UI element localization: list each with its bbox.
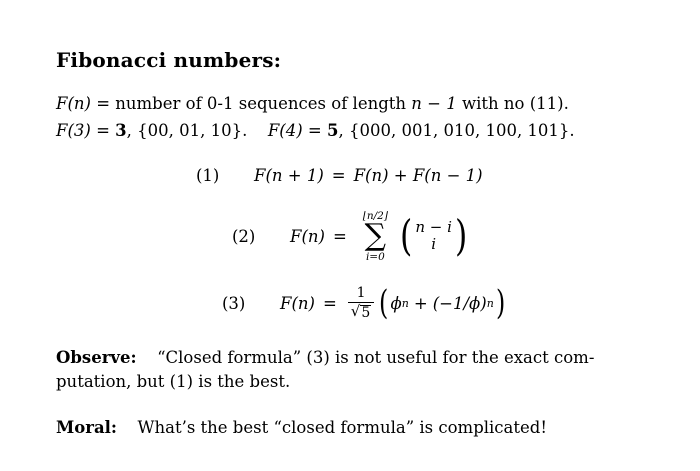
sigma-icon: ∑ bbox=[364, 218, 387, 253]
equation-3-tag: (3) bbox=[222, 293, 246, 313]
example-f3-label: F(3) = bbox=[56, 120, 110, 140]
fraction-denominator bbox=[348, 303, 374, 321]
equation-2 bbox=[232, 211, 652, 263]
equation-1-tag: (1) bbox=[196, 165, 220, 185]
observe-text-line-1: “Closed formula” (3) is not useful for the exact com- bbox=[157, 348, 595, 368]
equation-3 bbox=[222, 282, 652, 323]
plus-operator: + bbox=[413, 293, 428, 313]
equation-3-lhs: F(n) bbox=[280, 293, 315, 313]
equation-2-relation: = bbox=[332, 226, 347, 246]
moral-paragraph bbox=[56, 416, 652, 440]
right-paren-icon: ) bbox=[454, 211, 468, 261]
phi-term: ϕ bbox=[390, 293, 402, 313]
binomial-top: n − i bbox=[415, 218, 452, 236]
equation-1-relation: = bbox=[331, 165, 346, 185]
big-right-paren-icon: ) bbox=[495, 282, 506, 323]
neg-inverse-phi-term: (−1/ϕ) bbox=[432, 293, 487, 313]
binomial-stack bbox=[414, 219, 453, 254]
definition-mid: = number of 0-1 sequences of length bbox=[90, 94, 412, 113]
summation-lower-limit: i=0 bbox=[365, 250, 385, 263]
equation-2-lhs: F(n) bbox=[290, 226, 325, 246]
observe-paragraph bbox=[56, 346, 652, 394]
moral-text: What’s the best “closed formula” is complicated! bbox=[137, 418, 547, 438]
example-f3-value: 3 bbox=[115, 120, 127, 140]
neg-inverse-phi-exponent: n bbox=[486, 296, 494, 310]
summation-upper-limit: ⌊n/2⌋ bbox=[362, 209, 388, 222]
equation-3-body bbox=[280, 282, 507, 323]
left-paren-icon: ( bbox=[400, 211, 413, 261]
example-f4-set: {000, 001, 010, 100, 101}. bbox=[349, 120, 575, 140]
summation-symbol bbox=[363, 211, 388, 263]
phi-term-exponent: n bbox=[401, 296, 409, 310]
observe-lead: Observe: bbox=[56, 348, 137, 368]
equation-1-rhs: F(n) + F(n − 1) bbox=[353, 165, 483, 185]
examples-line bbox=[56, 119, 652, 144]
example-f4-label: F(4) = bbox=[267, 120, 322, 140]
example-f4-sep: , bbox=[338, 120, 344, 140]
binomial-coefficient bbox=[398, 211, 469, 261]
definition-line bbox=[56, 92, 652, 117]
example-f4-value: 5 bbox=[327, 120, 339, 140]
fraction-numerator: 1 bbox=[356, 285, 366, 301]
equation-1-body bbox=[254, 166, 483, 185]
definition-var: n − 1 bbox=[411, 94, 457, 113]
observe-text-line-2: putation, but (1) is the best. bbox=[56, 372, 291, 392]
definition-arg: (n) bbox=[67, 94, 91, 113]
equation-1-lhs: F(n + 1) bbox=[254, 165, 324, 185]
definition-F: F bbox=[56, 94, 68, 113]
equation-3-relation: = bbox=[322, 293, 337, 313]
example-f3-set: {00, 01, 10}. bbox=[137, 120, 248, 140]
moral-lead: Moral: bbox=[56, 418, 118, 438]
equation-2-body bbox=[290, 211, 469, 263]
equation-1 bbox=[196, 166, 652, 185]
radicand-value: 5 bbox=[361, 304, 371, 321]
definition-end: with no (11). bbox=[456, 94, 569, 113]
fraction-one-over-sqrt-five bbox=[348, 286, 374, 320]
equation-2-tag: (2) bbox=[232, 226, 256, 246]
big-left-paren-icon: ( bbox=[379, 282, 389, 323]
radical-icon: √ bbox=[350, 301, 361, 320]
page-title: Fibonacci numbers: bbox=[56, 48, 282, 72]
binomial-bottom: i bbox=[431, 235, 437, 254]
example-f3-sep: , bbox=[126, 120, 132, 140]
